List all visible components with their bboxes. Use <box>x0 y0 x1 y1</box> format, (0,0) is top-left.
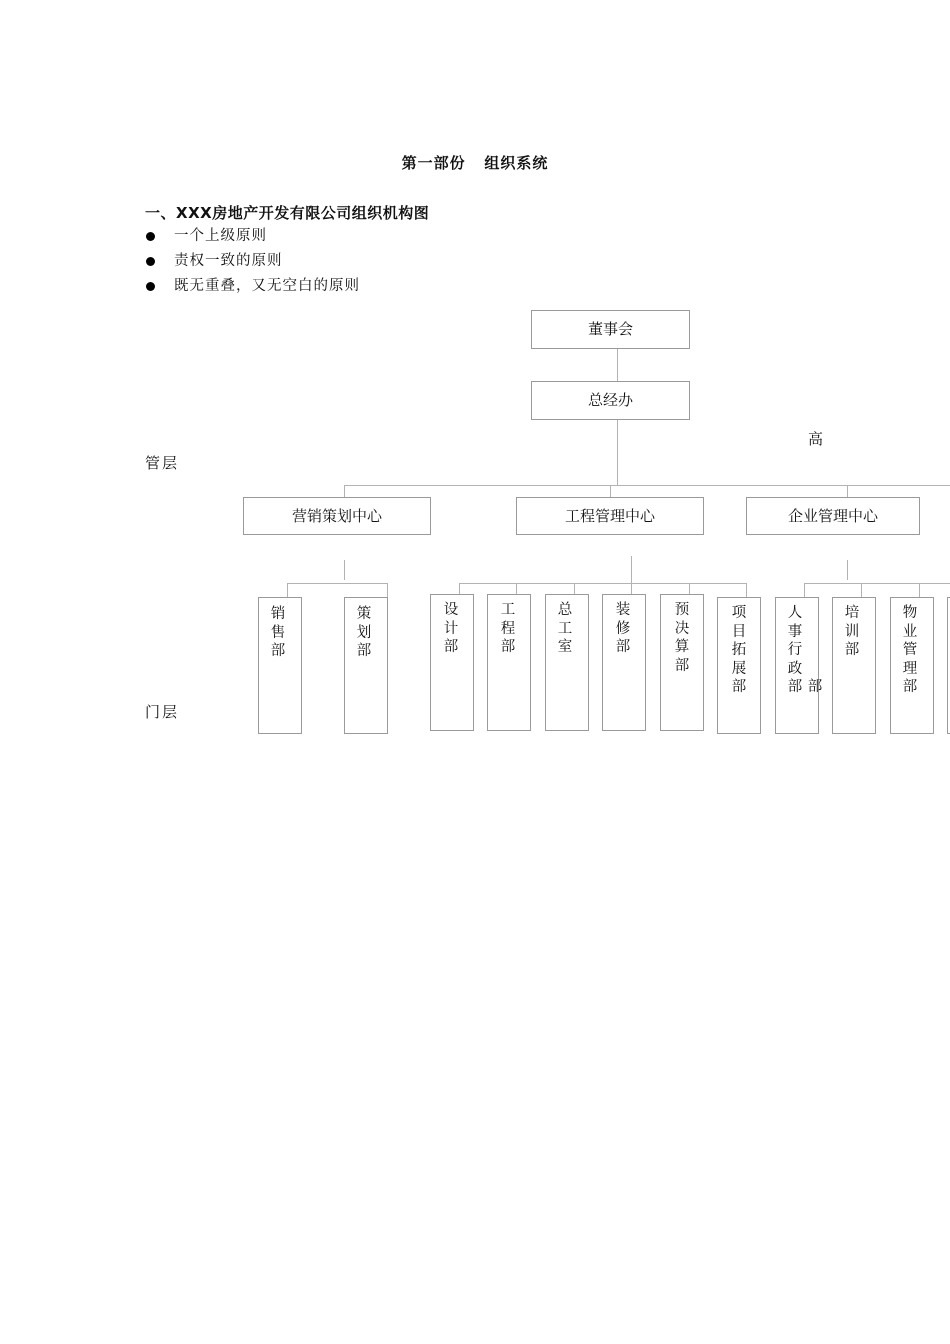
connector-project-exp <box>746 583 747 597</box>
principle-text: 既无重叠，又无空白的原则 <box>174 278 360 294</box>
org-box-marketing-center <box>243 497 431 535</box>
bullet-icon <box>146 257 155 266</box>
tier-label-high-layer: 管层 <box>145 454 180 472</box>
org-box-enterprise-center <box>746 497 920 535</box>
connector-hr <box>804 583 805 597</box>
connector-planning <box>387 583 388 597</box>
dept-label-chief-engineer: 总工室 <box>557 602 573 655</box>
bullet-icon <box>146 232 155 241</box>
connector-engineering-drop <box>610 485 611 497</box>
page-title: 第一部份 组织系统 <box>401 154 549 172</box>
list-item <box>145 276 360 301</box>
connector-engineering-bus <box>459 583 747 584</box>
connector-marketing-down <box>344 560 345 580</box>
principle-text: 责权一致的原则 <box>174 253 283 269</box>
tier-label-high-fragment: 高 <box>808 430 826 448</box>
org-box-label: 营销策划中心 <box>291 507 382 525</box>
bullet-icon <box>146 282 155 291</box>
principles-list <box>145 226 360 301</box>
org-box-gm-office <box>531 381 690 420</box>
dept-label-hr-admin: 人事行政部 <box>787 605 803 695</box>
connector-enterprise-down <box>847 560 848 580</box>
dept-label-training: 培训部 <box>844 605 860 658</box>
org-box-engineering-center <box>516 497 704 535</box>
tier-label-dept-layer: 门层 <box>145 703 180 721</box>
dept-label-decoration: 装修部 <box>615 602 631 655</box>
dept-label-sales: 销售部 <box>270 606 286 659</box>
connector-sales <box>287 583 288 597</box>
org-box-label: 董事会 <box>587 320 633 338</box>
connector-marketing-bus <box>287 583 388 584</box>
dept-label-design: 设计部 <box>443 602 459 655</box>
org-box-label: 总经办 <box>587 391 633 409</box>
connector-property <box>919 583 920 597</box>
connector-training <box>861 583 862 597</box>
connector-centers-bus <box>344 485 950 486</box>
principle-text: 一个上级原则 <box>174 228 267 244</box>
connector-engineering-down <box>631 556 632 583</box>
dept-label-engineering: 工程部 <box>500 602 516 655</box>
dept-label-property: 物业管理部 <box>902 605 918 695</box>
dept-label-hr-admin-tail: 部 <box>807 679 823 695</box>
org-box-label: 企业管理中心 <box>787 507 878 525</box>
list-item <box>145 226 360 251</box>
connector-enterprise-drop <box>847 485 848 497</box>
connector-marketing-drop <box>344 485 345 497</box>
connector-gm-centers <box>617 419 618 485</box>
dept-label-planning: 策划部 <box>356 606 372 659</box>
connector-board-gm <box>617 348 618 381</box>
dept-label-budget: 预决算部 <box>674 602 690 674</box>
connector-enterprise-bus <box>804 583 950 584</box>
section-heading: 一、XXX房地产开发有限公司组织机构图 <box>145 204 430 222</box>
org-box-board <box>531 310 690 349</box>
dept-label-project-expansion: 项目拓展部 <box>731 605 747 695</box>
list-item <box>145 251 360 276</box>
org-box-label: 工程管理中心 <box>564 507 655 525</box>
